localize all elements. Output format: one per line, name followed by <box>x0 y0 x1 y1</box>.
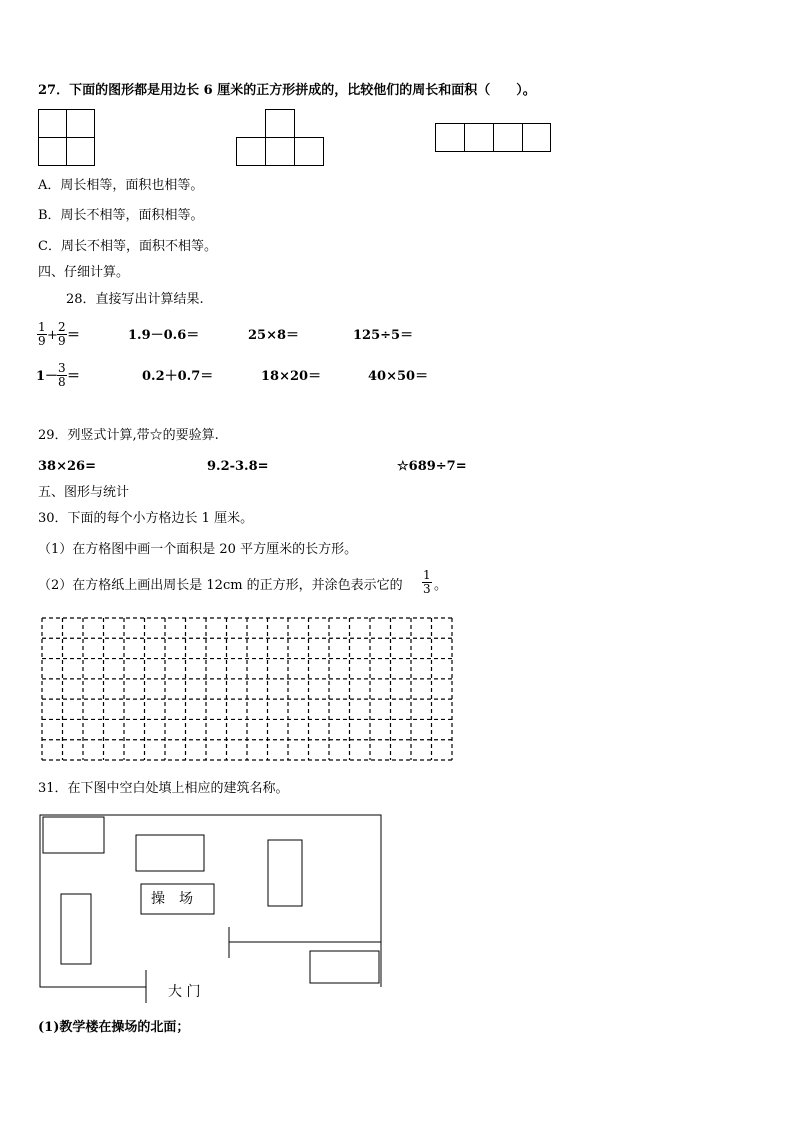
q29-expr-3: ☆689÷7= <box>397 459 467 474</box>
playground-label: 操 场 <box>151 891 193 907</box>
q28-minus-prefix: 1－ <box>36 369 59 384</box>
q28-expr-2-3: 18×20＝ <box>261 369 322 384</box>
q30-title: 30．下面的每个小方格边长 1 厘米。 <box>38 511 254 526</box>
q30-part-2-end: 。 <box>434 578 448 593</box>
building-box-4 <box>61 894 91 964</box>
building-box-3 <box>268 840 302 906</box>
q28-expr-2-4: 40×50＝ <box>368 369 429 384</box>
dashed-square-grid <box>42 618 452 760</box>
q27-option-a: A．周长相等，面积也相等。 <box>38 178 204 193</box>
numerator: 3 <box>58 361 66 375</box>
denominator: 3 <box>423 582 431 596</box>
q28-expr-1-2: 1.9－0.6＝ <box>128 328 200 343</box>
denominator: 9 <box>38 334 46 348</box>
equals-sign: ＝ <box>67 328 81 343</box>
building-box-2 <box>136 835 204 871</box>
numerator: 1 <box>38 320 46 334</box>
plus-sign: + <box>47 328 58 343</box>
q27-option-c: C．周长不相等，面积不相等。 <box>38 239 217 254</box>
section-5-heading: 五、图形与统计 <box>38 485 130 500</box>
q30-part-1: （1）在方格图中画一个面积是 20 平方厘米的长方形。 <box>38 542 358 557</box>
equals-sign: ＝ <box>67 369 81 384</box>
q28-expr-1-4: 125÷5＝ <box>353 328 414 343</box>
q29-expr-1: 38×26= <box>38 459 96 474</box>
building-box-5 <box>310 951 379 983</box>
denominator: 8 <box>58 375 66 389</box>
q31-subquestion-1: (1)教学楼在操场的北面； <box>38 1020 190 1035</box>
q30-part-2: （2）在方格纸上画出周长是 12cm 的正方形，并涂色表示它的 <box>38 578 403 593</box>
numerator: 1 <box>423 568 431 582</box>
q31-title: 31．在下图中空白处填上相应的建筑名称。 <box>38 781 289 796</box>
q29-title: 29．列竖式计算,带☆的要验算. <box>38 428 219 443</box>
q28-expr-2-2: 0.2＋0.7＝ <box>142 369 214 384</box>
q28-title: 28．直接写出计算结果. <box>66 292 204 307</box>
q27-text: 下面的图形都是用边长 6 厘米的正方形拼成的，比较他们的周长和面积（ ）。 <box>69 83 536 98</box>
section-4-heading: 四、仔细计算。 <box>38 265 130 280</box>
q27-option-b: B．周长不相等，面积相等。 <box>38 208 204 223</box>
campus-map <box>40 815 381 1003</box>
q28-expr-1-3: 25×8＝ <box>248 328 300 343</box>
building-box-1 <box>43 817 104 853</box>
q29-expr-2: 9.2-3.8= <box>207 459 269 474</box>
denominator: 9 <box>58 334 66 348</box>
gate-label: 大 门 <box>168 984 201 1000</box>
q27-number: 27． <box>38 83 70 98</box>
numerator: 2 <box>58 320 66 334</box>
